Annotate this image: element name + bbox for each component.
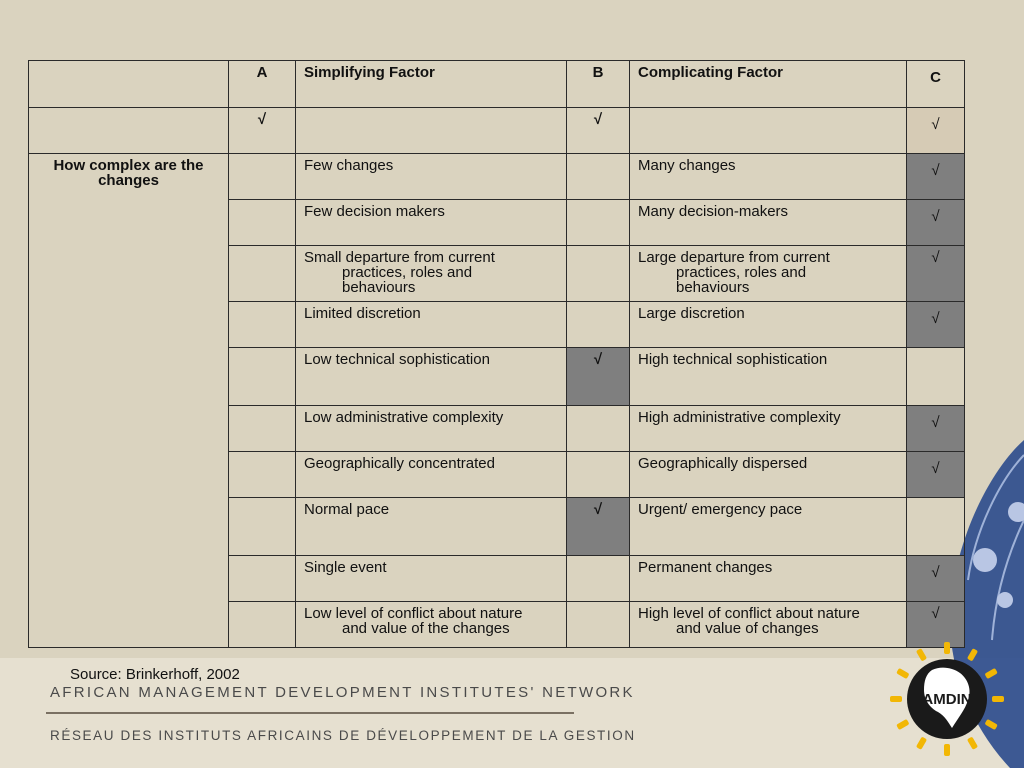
text-line: High level of conflict about nature (638, 605, 860, 622)
factor-table (28, 60, 965, 648)
text-line: Low level of conflict about nature (304, 605, 523, 622)
check-cell-empty (630, 108, 907, 154)
check-cell-empty (29, 108, 229, 154)
check-b: √ (567, 108, 630, 154)
text-line: Large departure from current (638, 249, 830, 266)
a-cell (229, 348, 296, 406)
network-name-fr: RÉSEAU DES INSTITUTS AFRICAINS DE DÉVELOPPEMENT DE LA GESTION (50, 728, 636, 743)
a-cell (229, 200, 296, 246)
complicating-cell (630, 602, 907, 648)
amdin-logo (888, 640, 1006, 758)
complicating-cell: High administrative complexity (630, 406, 907, 452)
simplifying-cell: Few decision makers (296, 200, 567, 246)
complicating-cell: Urgent/ emergency pace (630, 498, 907, 556)
b-cell (567, 452, 630, 498)
a-cell (229, 154, 296, 200)
footer-divider (46, 712, 574, 714)
c-cell: √ (907, 200, 965, 246)
text-line: practices, roles and (676, 264, 807, 281)
check-row (29, 108, 965, 154)
simplifying-cell: Limited discretion (296, 302, 567, 348)
b-cell (567, 246, 630, 302)
c-cell: √ (907, 154, 965, 200)
complicating-cell: Many changes (630, 154, 907, 200)
complicating-cell: Many decision-makers (630, 200, 907, 246)
simplifying-cell: Low technical sophistication (296, 348, 567, 406)
text-line: practices, roles and (342, 264, 473, 281)
a-cell (229, 246, 296, 302)
b-cell (567, 406, 630, 452)
simplifying-cell: Few changes (296, 154, 567, 200)
header-row (29, 61, 965, 108)
network-name-en: AFRICAN MANAGEMENT DEVELOPMENT INSTITUTES' NETWORK (50, 684, 635, 701)
header-cell-empty (29, 61, 229, 108)
a-cell (229, 406, 296, 452)
check-cell-empty (296, 108, 567, 154)
simplifying-cell (296, 246, 567, 302)
simplifying-cell: Geographically concentrated (296, 452, 567, 498)
b-cell: √ (567, 498, 630, 556)
a-cell (229, 452, 296, 498)
text-line: behaviours (676, 279, 750, 296)
text-line: Small departure from current (304, 249, 495, 266)
text-line: behaviours (342, 279, 416, 296)
a-cell (229, 602, 296, 648)
c-cell: √ (907, 302, 965, 348)
logo-text: AMDIN (922, 691, 972, 708)
complicating-cell: Geographically dispersed (630, 452, 907, 498)
b-cell (567, 154, 630, 200)
source-citation: Source: Brinkerhoff, 2002 (70, 666, 240, 683)
a-cell (229, 302, 296, 348)
c-cell: √ (907, 556, 965, 602)
complicating-cell (630, 246, 907, 302)
text-line: and value of changes (676, 620, 819, 637)
c-cell: √ (907, 406, 965, 452)
simplifying-cell: Normal pace (296, 498, 567, 556)
b-cell (567, 602, 630, 648)
c-cell: √ (907, 452, 965, 498)
header-simplifying: Simplifying Factor (296, 61, 567, 108)
category-label: How complex are the changes (29, 154, 229, 648)
simplifying-cell: Low administrative complexity (296, 406, 567, 452)
c-cell: √ (907, 602, 965, 648)
complicating-cell: High technical sophistication (630, 348, 907, 406)
b-cell (567, 200, 630, 246)
header-a: A (229, 61, 296, 108)
text-line: and value of the changes (342, 620, 510, 637)
b-cell (567, 556, 630, 602)
simplifying-cell: Single event (296, 556, 567, 602)
check-a: √ (229, 108, 296, 154)
c-cell (907, 348, 965, 406)
simplifying-cell (296, 602, 567, 648)
a-cell (229, 556, 296, 602)
c-cell: √ (907, 246, 965, 302)
complicating-cell: Permanent changes (630, 556, 907, 602)
table-row (29, 154, 965, 200)
header-complicating: Complicating Factor (630, 61, 907, 108)
complicating-cell: Large discretion (630, 302, 907, 348)
a-cell (229, 498, 296, 556)
header-c: C (907, 61, 965, 108)
c-cell (907, 498, 965, 556)
check-c: √ (907, 108, 965, 154)
header-b: B (567, 61, 630, 108)
b-cell (567, 302, 630, 348)
b-cell: √ (567, 348, 630, 406)
